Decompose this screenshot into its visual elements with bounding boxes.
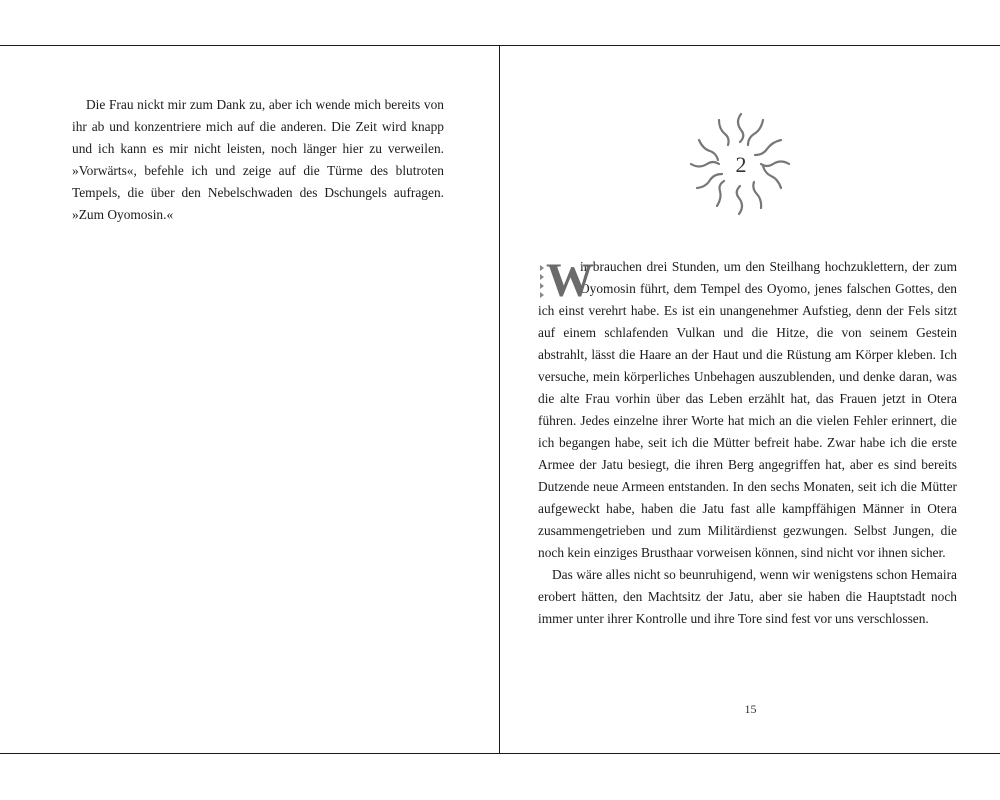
paragraph-text: ir brauchen drei Stunden, um den Steilhang hochzuklettern, der zum Oyomosin führt, dem Tempel des Oyomo, jenes falschen Gottes, den ich einst verehrt habe. Es ist ein unangenehmer Aufstieg, denn der Fels sitzt auf einem schlafenden Vulkan und die Hitze, die von seinem Gestein abstrahlt, lässt die Haare an der Haut und die Rüstung am Körper kleben. Ich versuche, mein körperliches Unbehagen auszublenden, und denke daran, was die alte Frau vorhin über das Leben erzählt hat, das Frauen jetzt in Otera führen. Jedes einzelne ihrer Worte hat mich an die vielen Fehler erinnert, die ich begangen habe, seit ich die Mütter befreit habe. Zwar habe ich die erste Armee der Jatu besiegt, die ihren Berg angegriffen hat, aber es sind bereits Dutzende neue Armeen entstanden. In den sechs Monaten, seit ich die Mütter aufgeweckt habe, haben die Jatu fast alle kampffähigen Männer in Otera zusammengetrieben und zum Militärdienst gezwungen. Selbst Jungen, die noch kein einziges Brusthaar vorweisen können, sind nicht vor ihnen sicher. [538,259,957,560]
book-spread [0,45,1000,754]
left-page-body [72,94,444,226]
left-paragraph: Die Frau nickt mir zum Dank zu, aber ich wende mich bereits von ihr ab und konzentriere mich auf die anderen. Die Zeit wird knapp und ich kann es mir nicht leisten, noch länger hier zu verweilen. »Vorwärts«, befehle ich und zeige auf die Türme des blutroten Tempels, die über den Nebelschwaden des Dschungels aufragen. »Zum Oyomosin.« [72,97,444,222]
chapter-number: 2 [735,152,747,177]
drop-cap: W [546,254,594,307]
drop-cap-block [538,254,594,307]
chapter-opening-paragraph [538,256,957,564]
chapter-ornament [681,104,801,224]
page-number: 15 [744,702,757,716]
left-page [0,46,500,753]
right-page [501,46,1000,753]
second-paragraph: Das wäre alles nicht so beunruhigend, wenn wir wenigstens schon Hemaira erobert hätten, den Machtsitz der Jatu, aber sie haben die Hauptstadt noch immer unter ihrer Kontrolle und ihre Tore sind fest vor uns verschlossen. [538,567,957,626]
right-page-body [538,256,957,630]
